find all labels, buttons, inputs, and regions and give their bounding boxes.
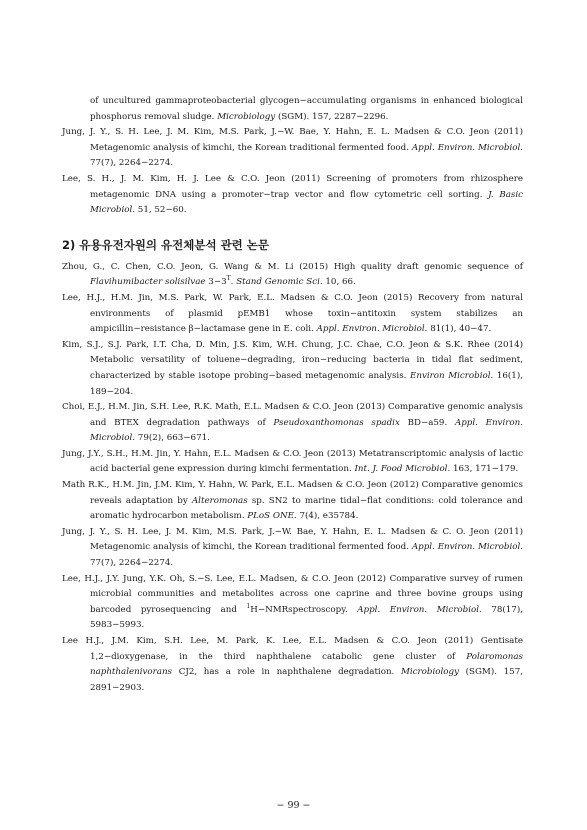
reference-entry	[62, 260, 523, 291]
species-name: Alteromonas	[191, 495, 248, 506]
species-name: Pseudoxanthomonas spadix	[273, 417, 400, 428]
journal-name: Appl. Environ. Microbiol.	[357, 604, 482, 615]
reference-entry	[62, 172, 523, 219]
reference-entry	[62, 447, 523, 478]
reference-text: 7(4), e35784.	[296, 511, 359, 522]
reference-entry	[62, 634, 523, 696]
reference-text: CJ2, has a role in naphthalene degradation.	[172, 667, 401, 678]
reference-entry	[62, 338, 523, 400]
reference-text: H−NMRspectroscopy.	[250, 604, 358, 615]
journal-name: Environ Microbiol.	[410, 370, 494, 381]
reference-entry	[62, 478, 523, 525]
journal-name: Appl. Environ. Microbiol.	[411, 542, 523, 553]
reference-text: .	[230, 277, 237, 288]
species-name: Flavihumibacter solisilvae	[90, 277, 206, 288]
reference-text: Jung, J. Y., S. H. Lee, J. M. Kim, M.S. Park, J.−W. Bae, Y. Hahn, E. L. Madsen & C. O. Jeon (2011) Metagenomic analysis of kimchi, the Korean traditional fermented food.	[62, 526, 523, 553]
journal-name: Appl. Environ. Microbiol.	[90, 417, 523, 444]
reference-text: 79(2), 663−671.	[135, 433, 210, 444]
reference-entry	[62, 291, 523, 338]
reference-text: 3−3	[205, 277, 227, 288]
journal-name: Appl. Environ. Microbiol.	[411, 142, 523, 153]
reference-text: Zhou, G., C. Chen, C.O. Jeon, G. Wang & M. Li (2015) High quality draft genomic sequence of	[62, 261, 523, 272]
reference-entry	[62, 400, 523, 447]
reference-text: 10, 66.	[322, 277, 356, 288]
reference-text: Math R.K., H.M. Jin, J.M. Kim, Y. Hahn, W. Park, E.L. Madsen & C.O. Jeon (2012) Comparative genomics reveals adaptation by	[62, 480, 523, 506]
reference-text: 163, 171−179.	[450, 464, 519, 475]
reference-text: Kim, S.J., S.J. Park, I.T. Cha, D. Min, J.S. Kim, W.H. Chung, J.C. Chae, C.O. Jeon & S.K. Rhee (2014) Metabolic versatility of toluene−degrading, iron−reducing bacteria in tidal flat sediment, characterized by stable isotope probing−based metagenomic analysis.	[62, 339, 523, 381]
page-number: − 99 −	[276, 800, 311, 811]
reference-text: 81(1), 40−47.	[427, 324, 492, 335]
reference-text: Jung, J.Y., S.H., H.M. Jin, Y. Hahn, E.L. Madsen & C.O. Jeon (2013) Metatranscriptomic analysis of lactic acid bacterial gene expression during kimchi fermentation.	[62, 448, 523, 475]
reference-entry	[62, 125, 523, 172]
reference-text: 77(7), 2264−2274.	[90, 558, 174, 569]
journal-name: Appl. Environ. Microbiol.	[316, 324, 428, 335]
journal-name: PLoS ONE.	[247, 511, 297, 522]
journal-name: Microbiology	[217, 111, 276, 122]
reference-text: Lee, H.J., J.Y. Jung, Y.K. Oh, S.−S. Lee, E.L. Madsen, & C.O. Jeon (2012) Comparative survey of rumen microbial communities and metabolites across one caprine and three bovine groups using barcoded pyrosequencing and	[62, 573, 523, 615]
reference-text: Lee, H.J., H.M. Jin, M.S. Park, W. Park, E.L. Madsen & C.O. Jeon (2015) Recovery from natural environments of plasmid pEMB1 whose toxin−antitoxin system stabilizes an ampicillin−resistance β−lactamase gene in E. coli.	[62, 292, 523, 335]
reference-text: 77(7), 2264−2274.	[90, 158, 174, 169]
reference-entry	[62, 94, 523, 125]
reference-text: Choi, E.J., H.M. Jin, S.H. Lee, R.K. Math, E.L. Madsen & C.O. Jeon (2013) Comparative genomic analysis and BTEX degradation pathways of	[62, 402, 523, 428]
reference-entry	[62, 572, 523, 634]
reference-text: 16(1), 189−204.	[90, 370, 523, 397]
reference-text: 51, 52−60.	[135, 205, 187, 216]
journal-name: Stand Genomic Sci.	[236, 277, 323, 288]
reference-text: Lee, S. H., J. M. Kim, H. J. Lee & C.O. Jeon (2011) Screening of promoters from rhizosphere metagenomic DNA using a promoter−trap vector and flow cytometric cell sorting.	[62, 173, 523, 200]
reference-text: (SGM). 157, 2891−2903.	[90, 667, 523, 693]
superscript: 1	[246, 602, 251, 610]
species-name: Polaromonas naphthalenivorans	[90, 651, 523, 678]
reference-list-main	[62, 260, 523, 697]
reference-text: (SGM). 157, 2287−2296.	[275, 111, 389, 122]
section-title: 2) 유용유전자원의 유전체분석 관련 논문	[62, 237, 270, 252]
journal-name: Microbiology	[400, 667, 459, 678]
reference-text: 78(17), 5983−5993.	[90, 604, 523, 631]
reference-text: of uncultured gammaproteobacterial glycogen−accumulating organisms in enhanced biological phosphorus removal sludge.	[90, 96, 523, 122]
reference-text: BD−a59.	[399, 417, 455, 428]
reference-text: Lee H.J., J.M. Kim, S.H. Lee, M. Park, K. Lee, E.L. Madsen & C.O. Jeon (2011) Gentisate 1,2−dioxygenase, in the third naphthalene catabolic gene cluster of	[62, 636, 523, 662]
superscript: T	[226, 275, 231, 283]
journal-name: Int. J. Food Microbiol.	[354, 464, 451, 475]
reference-text: sp. SN2 to marine tidal−flat conditions: cold tolerance and aromatic hydrocarbon metabolism.	[90, 495, 523, 522]
reference-text: Jung, J. Y., S. H. Lee, J. M. Kim, M.S. Park, J.−W. Bae, Y. Hahn, E. L. Madsen & C.O. Jeon (2011) Metagenomic analysis of kimchi, the Korean traditional fermented food.	[62, 127, 523, 153]
journal-name: J. Basic Microbiol.	[90, 189, 524, 216]
reference-list-top	[62, 94, 523, 219]
reference-entry	[62, 525, 523, 572]
